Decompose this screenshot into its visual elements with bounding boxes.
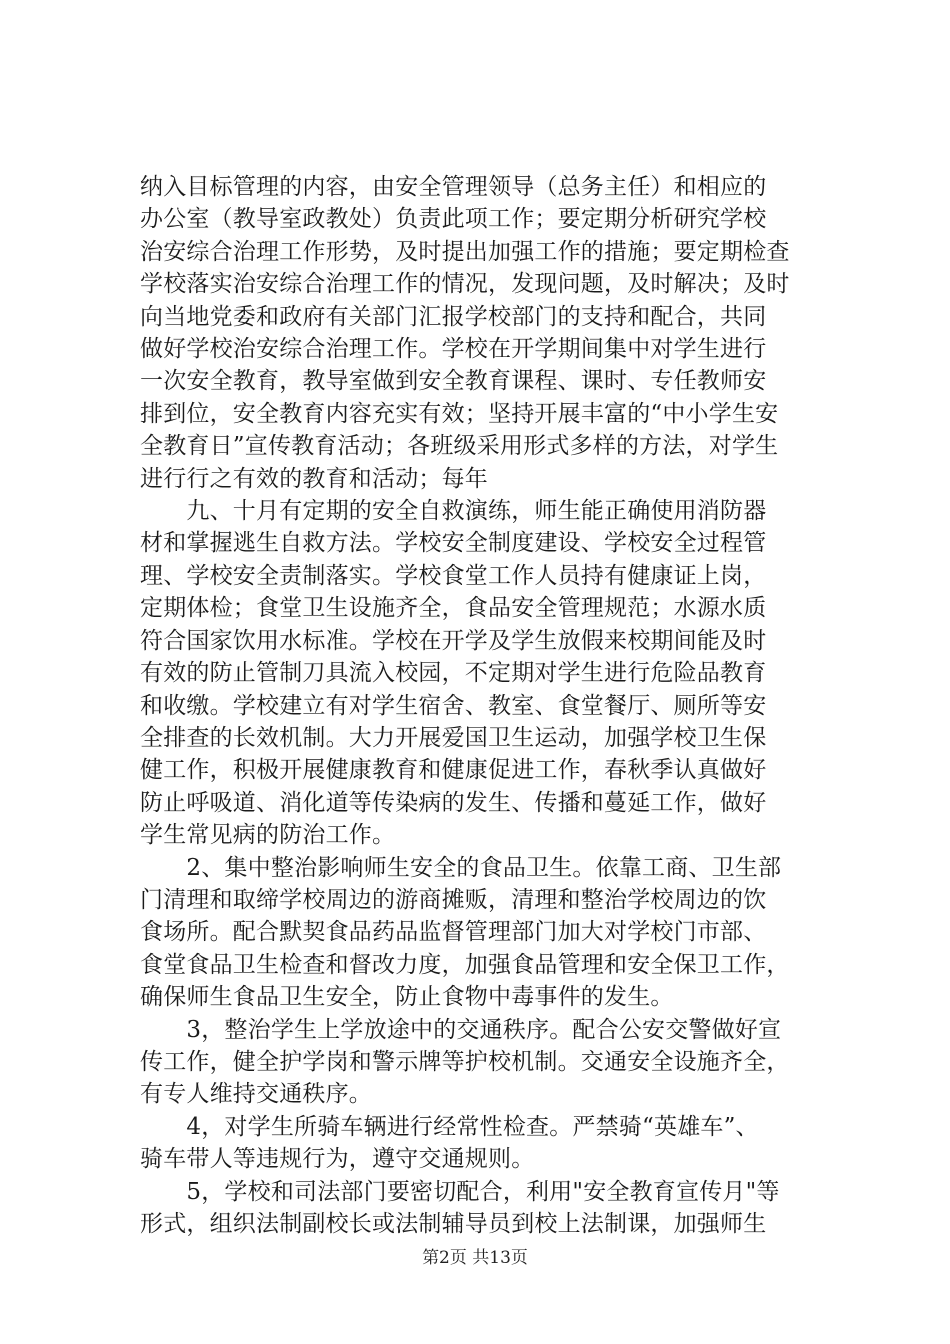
text-line: 材和掌握逃生自救方法。学校安全制度建设、学校安全过程管 [140,530,767,557]
text-line: 全排查的长效机制。大力开展爱国卫生运动，加强学校卫生保 [140,724,767,751]
page-footer: 第2页 共13页 [422,1248,528,1268]
text-line: 定期体检；食堂卫生设施齐全，食品安全管理规范；水源水质 [140,595,767,622]
text-line: 排到位，安全教育内容充实有效；坚持开展丰富的“中小学生安 [140,400,779,427]
text-line: 有专人维持交通秩序。 [140,1081,372,1108]
text-line: 5，学校和司法部门要密切配合，利用"安全教育宣传月"等 [140,1178,780,1205]
paragraph [140,1014,830,1111]
text-line: 3，整治学生上学放途中的交通秩序。配合公安交警做好宣 [140,1016,782,1043]
text-line: 和收缴。学校建立有对学生宿舍、教室、食堂餐厅、厕所等安 [140,692,767,719]
text-line: 治安综合治理工作形势，及时提出加强工作的措施；要定期检查 [140,238,790,265]
text-line: 形式，组织法制副校长或法制辅导员到校上法制课，加强师生 [140,1211,767,1237]
paragraph [140,495,830,851]
text-line: 骑车带人等违规行为，遵守交通规则。 [140,1146,535,1173]
text-line: 健工作，积极开展健康教育和健康促进工作，春秋季认真做好 [140,757,767,784]
document-body [140,171,830,1240]
text-line: 进行行之有效的教育和活动；每年 [140,465,488,492]
text-line: 传工作，健全护学岗和警示牌等护校机制。交通安全设施齐全， [140,1048,790,1075]
text-line: 全教育日”宣传教育活动；各班级采用形式多样的方法，对学生 [140,433,779,460]
text-line: 符合国家饮用水标准。学校在开学及学生放假来校期间能及时 [140,627,767,654]
text-line: 纳入目标管理的内容，由安全管理领导（总务主任）和相应的 [140,174,767,200]
text-line: 学生常见病的防治工作。 [140,822,396,849]
text-line: 4，对学生所骑车辆进行经常性检查。严禁骑“英雄车”、 [140,1113,759,1140]
text-line: 2、集中整治影响师生安全的食品卫生。依靠工商、卫生部 [140,854,782,881]
text-line: 门清理和取缔学校周边的游商摊贩，清理和整治学校周边的饮 [140,886,767,913]
text-line: 确保师生食品卫生安全，防止食物中毒事件的发生。 [140,984,674,1011]
text-line: 食场所。配合默契食品药品监督管理部门加大对学校门市部、 [140,919,767,946]
paragraph [140,1111,830,1176]
text-line: 食堂食品卫生检查和督改力度，加强食品管理和安全保卫工作， [140,951,790,978]
text-line: 防止呼吸道、消化道等传染病的发生、传播和蔓延工作，做好 [140,789,767,816]
text-line: 一次安全教育，教导室做到安全教育课程、课时、专任教师安 [140,368,767,395]
text-line: 向当地党委和政府有关部门汇报学校部门的支持和配合，共同 [140,303,767,330]
text-line: 有效的防止管制刀具流入校园，不定期对学生进行危险品教育 [140,660,767,687]
paragraph [140,852,830,1014]
text-line: 九、十月有定期的安全自救演练，师生能正确使用消防器 [140,498,767,525]
text-line: 办公室（教导室政教处）负责此项工作；要定期分析研究学校 [140,206,767,233]
text-line: 学校落实治安综合治理工作的情况，发现问题，及时解决；及时 [140,271,790,298]
paragraph [140,1176,830,1241]
text-line: 做好学校治安综合治理工作。学校在开学期间集中对学生进行 [140,336,767,363]
paragraph [140,171,830,495]
text-line: 理、学校安全责制落实。学校食堂工作人员持有健康证上岗， [140,562,767,589]
